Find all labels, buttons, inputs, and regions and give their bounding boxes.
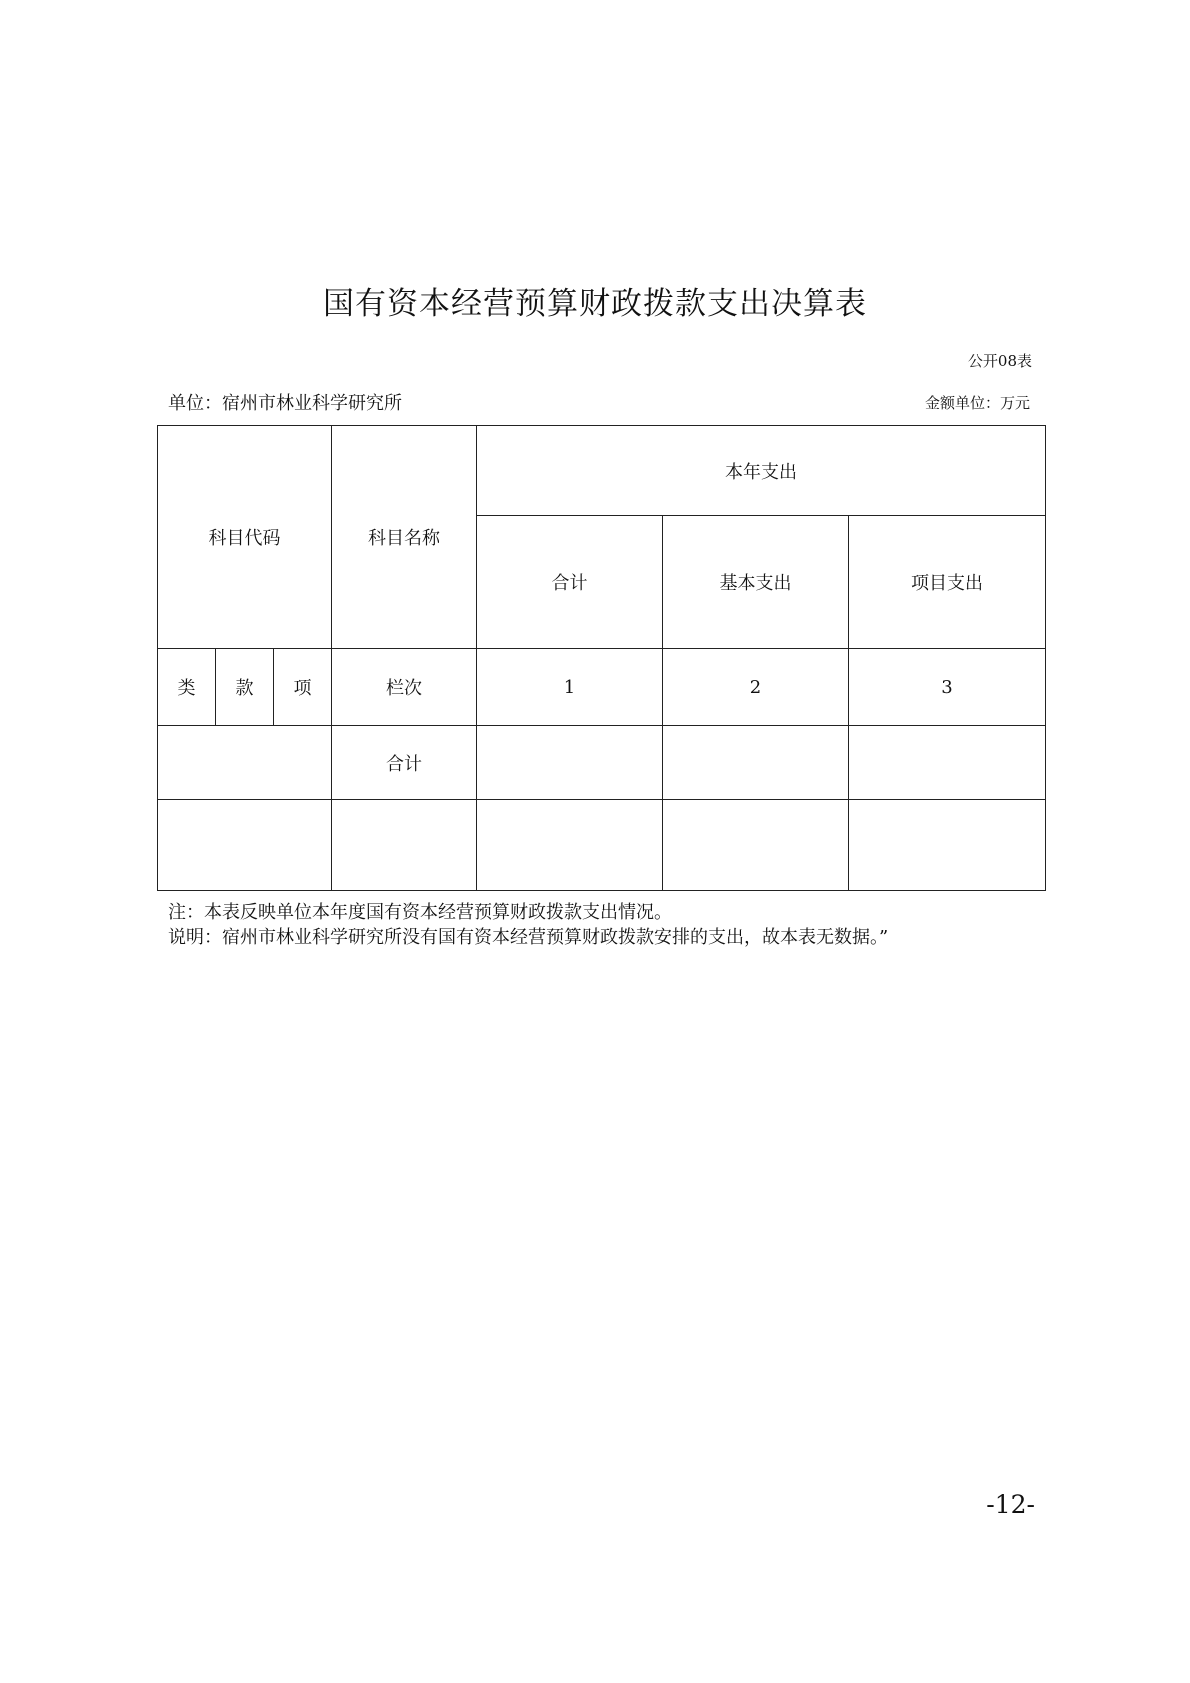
form-code: 公开08表 — [967, 352, 1032, 370]
expenditure-table — [157, 425, 1046, 891]
header-row-top — [158, 426, 1046, 516]
index-col-1: 1 — [477, 649, 663, 726]
header-basic-expenditure: 基本支出 — [663, 516, 849, 649]
index-column-label: 栏次 — [332, 649, 477, 726]
total-row-basic — [663, 726, 849, 800]
index-row — [158, 649, 1046, 726]
index-item: 项 — [274, 649, 332, 726]
empty-row-total — [477, 800, 663, 891]
index-col-3: 3 — [849, 649, 1046, 726]
total-row-total — [477, 726, 663, 800]
page-number: -12- — [986, 1490, 1035, 1519]
empty-row-name — [332, 800, 477, 891]
total-row-project — [849, 726, 1046, 800]
header-total: 合计 — [477, 516, 663, 649]
total-row — [158, 726, 1046, 800]
amount-unit-label: 金额单位：万元 — [924, 394, 1030, 412]
header-subject-name: 科目名称 — [332, 426, 477, 649]
empty-row-code — [158, 800, 332, 891]
note-line: 注：本表反映单位本年度国有资本经营预算财政拨款支出情况。 — [168, 902, 672, 923]
empty-row — [158, 800, 1046, 891]
index-category: 类 — [158, 649, 216, 726]
header-current-year-expenditure: 本年支出 — [477, 426, 1046, 516]
total-row-code — [158, 726, 332, 800]
notes — [168, 900, 888, 950]
page-title: 国有资本经营预算财政拨款支出决算表 — [323, 286, 867, 322]
unit-line — [168, 389, 1030, 413]
header-subject-code: 科目代码 — [158, 426, 332, 649]
explanation-line: 说明：宿州市林业科学研究所没有国有资本经营预算财政拨款安排的支出，故本表无数据。” — [168, 927, 889, 948]
total-row-label: 合计 — [332, 726, 477, 800]
index-col-2: 2 — [663, 649, 849, 726]
index-section: 款 — [216, 649, 274, 726]
empty-row-project — [849, 800, 1046, 891]
header-project-expenditure: 项目支出 — [849, 516, 1046, 649]
empty-row-basic — [663, 800, 849, 891]
unit-label: 单位：宿州市林业科学研究所 — [168, 393, 402, 414]
